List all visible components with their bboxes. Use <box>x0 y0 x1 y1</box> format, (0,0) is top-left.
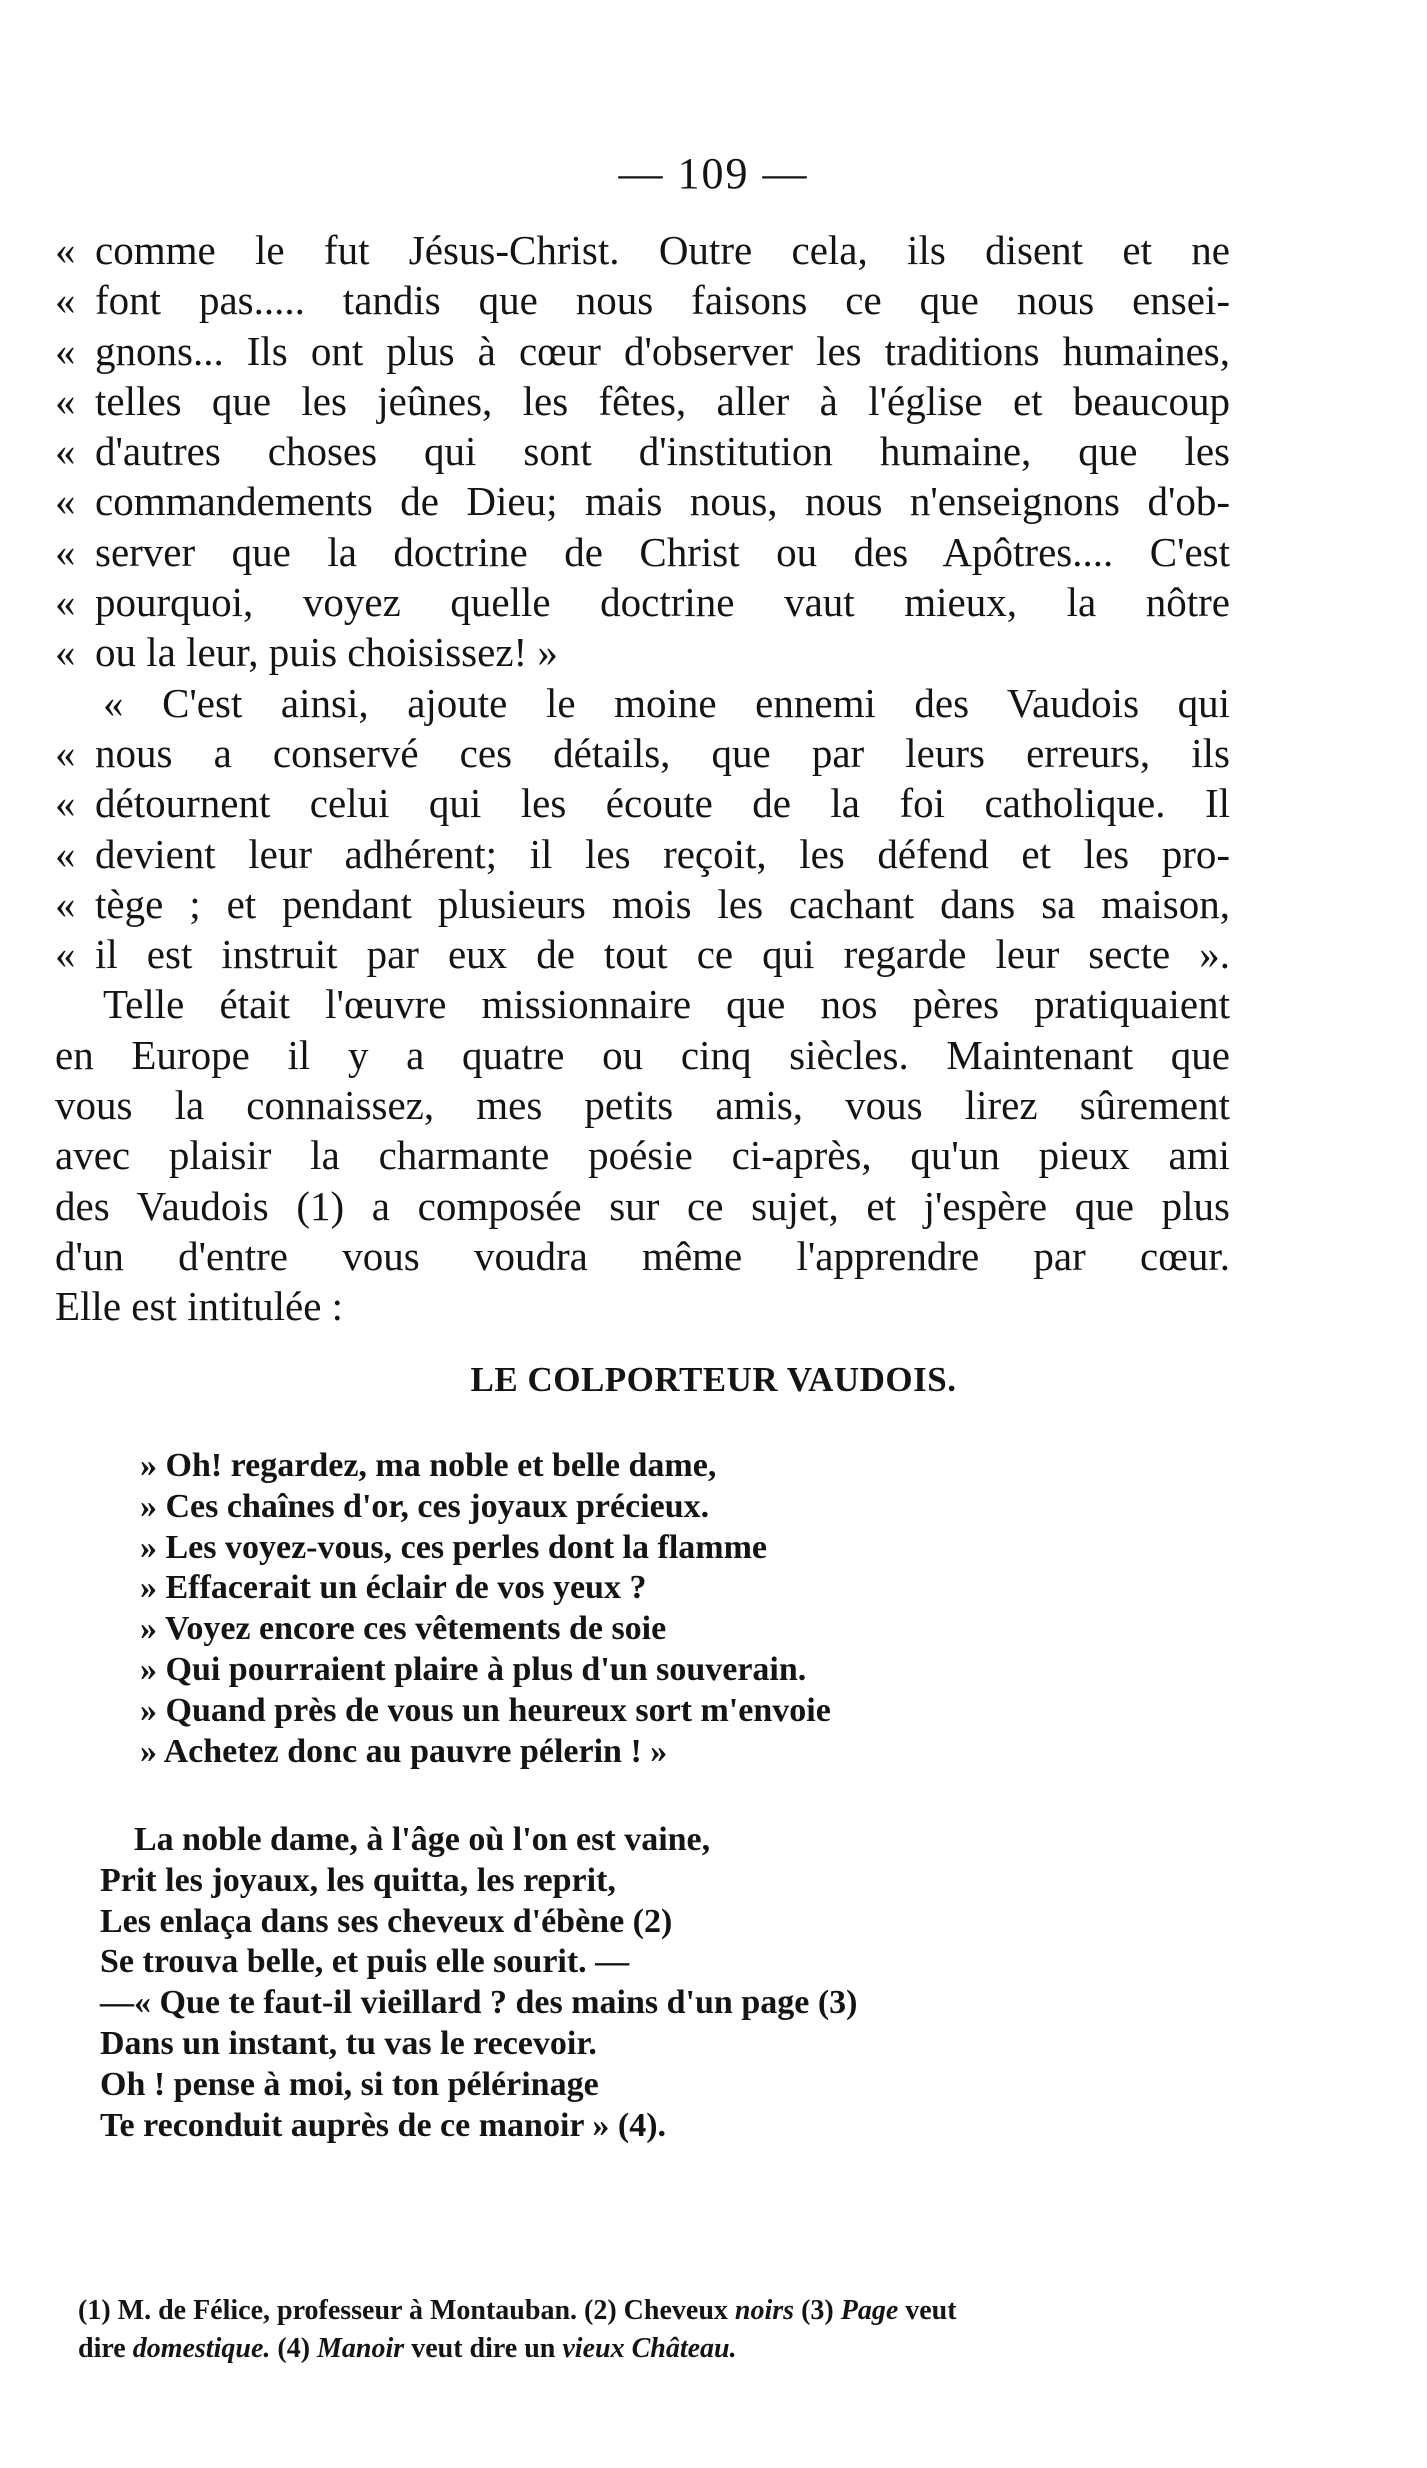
prose-line <box>55 326 1230 376</box>
poem-stanza-2 <box>100 1820 857 2146</box>
poem-verse: » Quand près de vous un heureux sort m'envoie <box>140 1691 831 1729</box>
prose-line <box>55 1181 1230 1231</box>
prose-text: devient leur adhérent; il les reçoit, les défend et les pro- <box>95 830 1230 877</box>
prose-text: ou la leur, puis choisissez! » <box>95 629 558 676</box>
prose-line <box>55 1030 1230 1080</box>
prose-text: Elle est intitulée : <box>55 1283 344 1330</box>
prose-line <box>55 1080 1230 1130</box>
poem-verse: Dans un instant, tu vas le recevoir. <box>100 2024 597 2062</box>
poem-verse: » Effacerait un éclair de vos yeux ? <box>140 1569 647 1607</box>
prose-line <box>55 829 1230 879</box>
prose-text: pourquoi, voyez quelle doctrine vaut mieux, la nôtre <box>95 579 1230 626</box>
prose-line <box>55 476 1230 526</box>
quote-mark: « <box>55 729 76 776</box>
prose-line <box>55 728 1230 778</box>
prose-line <box>55 929 1230 979</box>
poem-verse: » Les voyez-vous, ces perles dont la flamme <box>140 1528 768 1566</box>
quote-mark: « <box>55 277 76 324</box>
poem-verse: La noble dame, à l'âge où l'on est vaine, <box>100 1821 711 1858</box>
prose-line <box>55 879 1230 929</box>
prose-text: Telle était l'œuvre missionnaire que nos pères pratiquaient <box>103 981 1230 1028</box>
prose-line <box>55 778 1230 828</box>
footnote-line-1 <box>78 2292 1248 2330</box>
footnote-text: dire <box>78 2333 133 2364</box>
prose-line <box>55 1281 1230 1331</box>
prose-text: nous a conservé ces détails, que par leurs erreurs, ils <box>95 729 1230 776</box>
quote-mark: « <box>55 327 76 374</box>
prose-text: comme le fut Jésus-Christ. Outre cela, ils disent et ne <box>95 227 1230 273</box>
prose-line <box>55 678 1230 728</box>
footnote-italic: Page <box>840 2295 899 2326</box>
quote-mark: « <box>55 830 76 877</box>
prose-line <box>55 527 1230 577</box>
poem-verse: » Qui pourraient plaire à plus d'un souverain. <box>140 1650 807 1688</box>
poem-verse: Oh ! pense à moi, si ton pélérinage <box>100 2065 599 2103</box>
prose-line <box>55 577 1230 627</box>
poem-verse: Prit les joyaux, les quitta, les reprit, <box>100 1861 616 1899</box>
prose-line <box>55 426 1230 476</box>
footnote-text: (4) <box>270 2333 318 2364</box>
quote-mark: « <box>55 579 76 626</box>
quote-mark: « <box>55 528 76 575</box>
prose-text: il est instruit par eux de tout ce qui regarde leur secte ». <box>95 931 1230 978</box>
prose-text: d'un d'entre vous voudra même l'apprendre par cœur. <box>55 1232 1230 1279</box>
prose-text: détournent celui qui les écoute de la foi catholique. Il <box>95 780 1230 827</box>
prose-line <box>55 1231 1230 1281</box>
poem-verse: Te reconduit auprès de ce manoir » (4). <box>100 2106 667 2144</box>
quote-mark: « <box>55 780 76 827</box>
prose-text: font pas..... tandis que nous faisons ce que nous ensei- <box>95 277 1230 324</box>
prose-text: « C'est ainsi, ajoute le moine ennemi des Vaudois qui <box>103 679 1230 726</box>
footnote-italic: Manoir <box>317 2333 405 2364</box>
prose-text: vous la connaissez, mes petits amis, vous lirez sûrement <box>55 1082 1230 1129</box>
quote-mark: « <box>55 377 76 424</box>
prose-line <box>55 627 1230 677</box>
footnote-text: veut <box>898 2295 957 2326</box>
poem-verse: » Ces chaînes d'or, ces joyaux précieux. <box>140 1487 710 1525</box>
footnote-italic: domestique. <box>132 2333 271 2364</box>
footnote-text: (3) <box>794 2295 841 2326</box>
prose-line <box>55 275 1230 325</box>
prose-line <box>55 979 1230 1029</box>
prose-text: tège ; et pendant plusieurs mois les cachant dans sa maison, <box>95 880 1230 927</box>
quote-mark: « <box>55 428 76 475</box>
quote-mark: « <box>55 227 76 273</box>
footnote-italic: vieux Château. <box>562 2333 737 2364</box>
prose-text: telles que les jeûnes, les fêtes, aller à l'église et beaucoup <box>95 377 1230 424</box>
prose-line <box>55 225 1230 275</box>
prose-text: gnons... Ils ont plus à cœur d'observer les traditions humaines, <box>95 327 1230 374</box>
poem-verse: Les enlaça dans ses cheveux d'ébène (2) <box>100 1902 673 1940</box>
quote-mark: « <box>55 629 76 676</box>
prose-text: server que la doctrine de Christ ou des Apôtres.... C'est <box>95 528 1230 575</box>
poem-stanza-1 <box>140 1446 831 1772</box>
footnote-line-2 <box>78 2330 1248 2368</box>
prose-text: avec plaisir la charmante poésie ci-après, qu'un pieux ami <box>55 1132 1230 1179</box>
poem-verse: » Achetez donc au pauvre pélerin ! » <box>140 1732 668 1770</box>
prose-text: commandements de Dieu; mais nous, nous n'enseignons d'ob- <box>95 478 1230 525</box>
quote-mark: « <box>55 478 76 525</box>
footnote-text: (1) M. de Félice, professeur à Montauban. (2) Cheveux <box>78 2295 735 2326</box>
poem-title: LE COLPORTEUR VAUDOIS. <box>470 1360 957 1399</box>
prose-text: en Europe il y a quatre ou cinq siècles. Maintenant que <box>55 1031 1230 1078</box>
prose-line <box>55 376 1230 426</box>
footnote-text: veut dire un <box>404 2333 563 2364</box>
quote-mark: « <box>55 931 76 978</box>
poem-verse: » Voyez encore ces vêtements de soie <box>140 1610 667 1648</box>
page-number: — 109 — <box>618 149 809 198</box>
prose-text: des Vaudois (1) a composée sur ce sujet, et j'espère que plus <box>55 1182 1230 1229</box>
quote-mark: « <box>55 880 76 927</box>
prose-line <box>55 1130 1230 1180</box>
poem-verse: Se trouva belle, et puis elle sourit. — <box>100 1943 630 1981</box>
footnote-italic: noirs <box>734 2295 795 2326</box>
poem-verse: » Oh! regardez, ma noble et belle dame, <box>140 1447 717 1484</box>
footnotes <box>78 2292 1248 2368</box>
poem-verse: —« Que te faut-il vieillard ? des mains d'un page (3) <box>100 1984 858 2022</box>
prose-text: d'autres choses qui sont d'institution humaine, que les <box>95 428 1230 475</box>
prose-block <box>55 225 1230 1332</box>
